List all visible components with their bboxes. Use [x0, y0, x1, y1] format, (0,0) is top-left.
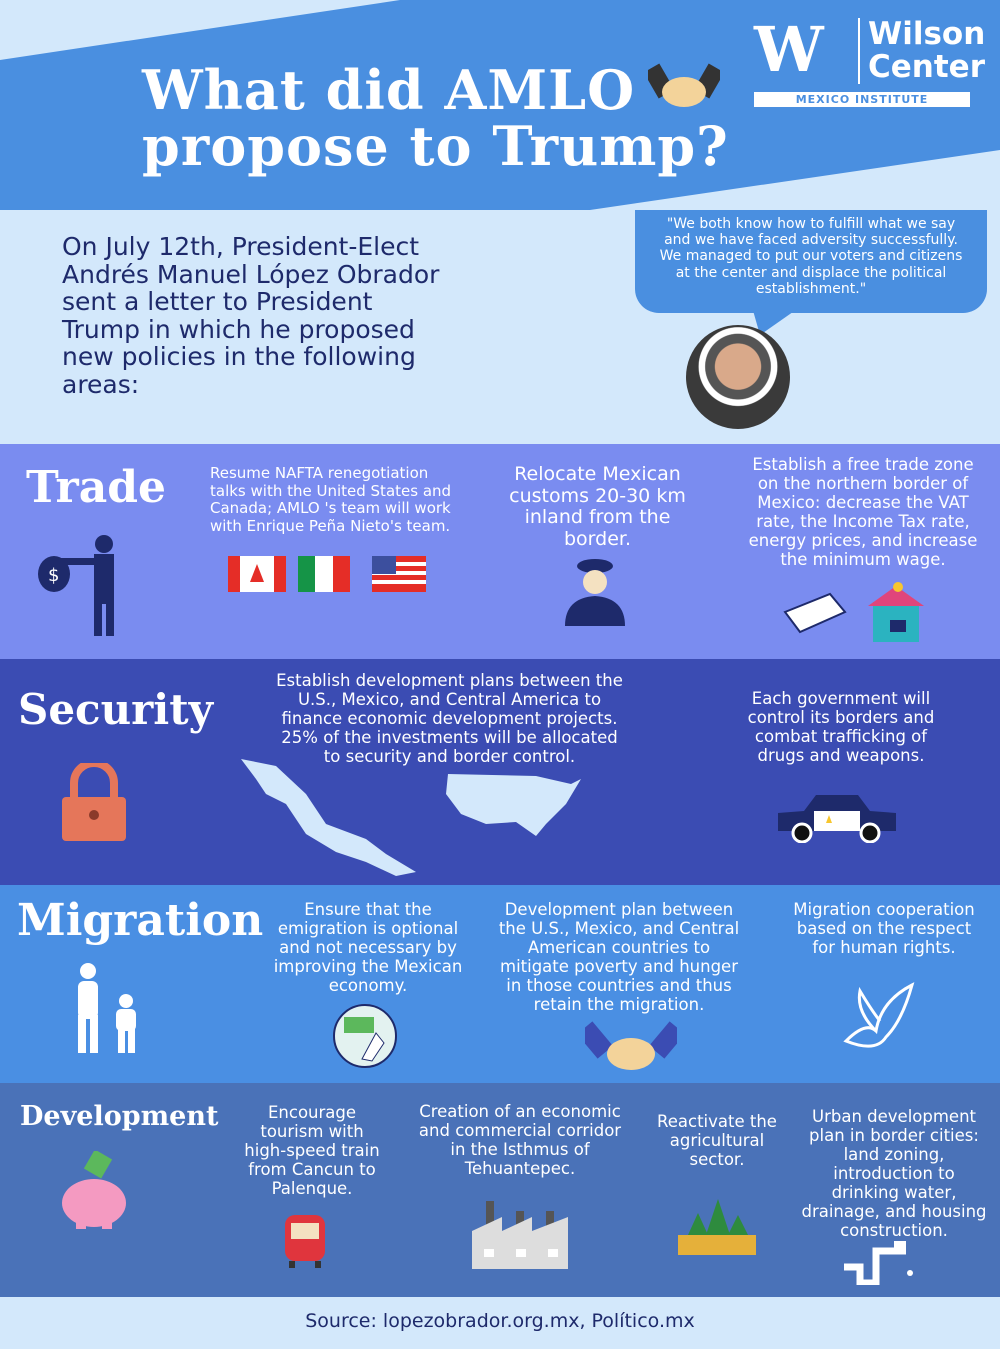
development-item-tourism: Encourage tourism with high-speed train from Cancun to Palenque. [244, 1103, 380, 1198]
migration-section [0, 885, 1000, 1083]
train-icon [283, 1213, 327, 1269]
trade-section [0, 444, 1000, 659]
intro-text: On July 12th, President-Elect Andrés Manuel López Obrador sent a letter to President Trump in which he proposed new policies in the following areas: [62, 232, 440, 399]
svg-text:$: $ [48, 565, 60, 586]
water-pipe-icon [840, 1239, 920, 1285]
page-title: What did AMLO propose to Trump? [142, 58, 729, 178]
map-icon [236, 754, 586, 879]
customs-officer-icon [562, 556, 628, 628]
quote-bubble: "We both know how to fulfill what we say and we have faced adversity successfully. We managed to put our voters and citizens at the center and displace the political establishment." [635, 210, 987, 313]
dove-icon [836, 981, 916, 1055]
parent-child-icon [70, 963, 146, 1055]
development-section [0, 1083, 1000, 1297]
development-item-urban: Urban development plan in border cities: land zoning, introduction to drinking water, drainage, and housing construction. [801, 1107, 987, 1240]
migration-heading: Migration [17, 895, 264, 946]
source-footer: Source: lopezobrador.org.mx, Político.mx [0, 1297, 1000, 1349]
factory-icon [472, 1197, 568, 1269]
wilson-logo-name: Wilson Center [858, 18, 985, 84]
development-item-agriculture: Reactivate the agricultural sector. [657, 1112, 777, 1169]
padlock-icon [60, 763, 128, 843]
migration-item-development-plan: Development plan between the U.S., Mexico, and Central American countries to mitigate poverty and hunger in those countries and thus retain the migration. [498, 900, 740, 1014]
security-item-borders: Each government will control its borders and combat trafficking of drugs and weapons. [747, 689, 935, 765]
trade-item-free-trade-zone: Establish a free trade zone on the northern border of Mexico: decrease the VAT rate, the Income Tax rate, energy prices, and increase the minimum wage. [748, 455, 978, 569]
handshake-icon [585, 1018, 677, 1078]
handshake-icon [648, 58, 720, 118]
police-car-icon [774, 793, 900, 843]
development-item-corridor: Creation of an economic and commercial corridor in the Isthmus of Tehuantepec. [418, 1102, 622, 1178]
migration-item-cooperation: Migration cooperation based on the respect for human rights. [793, 900, 975, 957]
piggy-bank-icon [60, 1151, 130, 1231]
money-hands-icon [332, 1003, 398, 1069]
trade-heading: Trade [26, 462, 166, 513]
security-section [0, 659, 1000, 885]
security-item-development-plans: Establish development plans between the U.S., Mexico, and Central America to finance economic development projects. 25% of the investments will be allocated to security and border control. [276, 671, 623, 766]
wilson-logo-mark: W [754, 13, 824, 86]
amlo-photo [686, 325, 790, 429]
money-bag-person-icon [36, 534, 126, 639]
migration-item-emigration: Ensure that the emigration is optional and not necessary by improving the Mexican economy. [273, 900, 463, 995]
flags-icon [228, 554, 428, 594]
farmland-icon [678, 1195, 756, 1255]
security-heading: Security [18, 685, 214, 734]
trade-item-nafta: Resume NAFTA renegotiation talks with the United States and Canada; AMLO 's team will work with Enrique Peña Nieto's team. [210, 464, 452, 535]
price-tag-house-icon [780, 582, 925, 644]
trade-item-customs: Relocate Mexican customs 20-30 km inland from the border. [509, 463, 686, 550]
mexico-institute-label: MEXICO INSTITUTE [754, 92, 970, 107]
development-heading: Development [20, 1101, 219, 1132]
